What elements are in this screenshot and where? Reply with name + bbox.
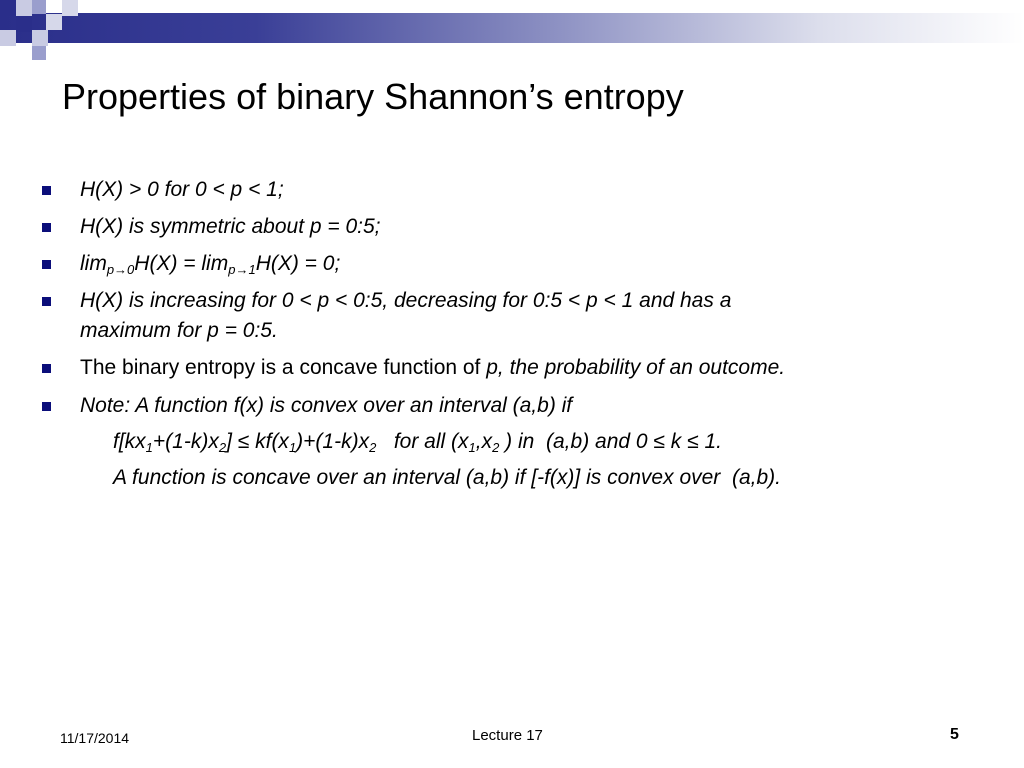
formula-part: +(1-k)x xyxy=(152,430,219,453)
convexity-formula xyxy=(113,427,722,457)
bullet-item: Note: A function f(x) is convex over an interval (a,b) if xyxy=(80,394,573,417)
formula-subscript: 1 xyxy=(468,440,476,455)
bullet-marker xyxy=(42,223,51,232)
decorative-square xyxy=(46,14,62,30)
lim-text: lim xyxy=(80,252,107,275)
bullet-marker xyxy=(42,297,51,306)
bullet-text-italic: p, the probability of an outcome. xyxy=(486,356,786,379)
decorative-square xyxy=(62,0,78,16)
formula-part: ,x xyxy=(475,430,493,453)
formula-part: )+(1-k)x xyxy=(296,430,370,453)
decorative-square xyxy=(16,16,32,32)
decorative-square xyxy=(32,30,48,46)
bullet-item xyxy=(80,249,340,279)
bullet-marker xyxy=(42,260,51,269)
slide-title: Properties of binary Shannon’s entropy xyxy=(62,76,684,117)
lim-text: H(X) = lim xyxy=(134,252,229,275)
decorative-square xyxy=(0,30,16,46)
formula-subscript: 2 xyxy=(218,440,227,455)
bullet-marker xyxy=(42,364,51,373)
bullet-item xyxy=(80,353,785,383)
decorative-square xyxy=(16,0,32,16)
formula-subscript: 2 xyxy=(492,440,500,455)
lim-subscript: p→0 xyxy=(106,262,135,277)
bullet-item-continuation: maximum for p = 0:5. xyxy=(80,319,278,342)
formula-part: f[kx xyxy=(113,430,146,453)
slide-number: 5 xyxy=(950,726,959,743)
decorative-square xyxy=(32,0,46,14)
lim-text: H(X) = 0; xyxy=(255,252,341,275)
formula-part: for all (x xyxy=(376,430,469,453)
footer-lecture: Lecture 17 xyxy=(472,727,543,744)
bullet-item: H(X) > 0 for 0 < p < 1; xyxy=(80,178,284,201)
lim-subscript: p→1 xyxy=(228,262,256,277)
bullet-item: H(X) is increasing for 0 < p < 0:5, decreasing for 0:5 < p < 1 and has a xyxy=(80,289,732,312)
footer-date: 11/17/2014 xyxy=(60,730,130,746)
formula-subscript: 1 xyxy=(288,440,297,455)
formula-part: ) in (a,b) and 0 ≤ k ≤ 1. xyxy=(499,430,722,453)
bullet-item: H(X) is symmetric about p = 0:5; xyxy=(80,215,381,238)
header-band xyxy=(0,13,1024,43)
formula-subscript: 2 xyxy=(369,440,377,455)
bullet-marker xyxy=(42,186,51,195)
bullet-text-normal: The binary entropy is a concave function of xyxy=(80,356,487,379)
decorative-square xyxy=(32,46,46,60)
formula-part: ] ≤ kf(x xyxy=(226,430,289,453)
bullet-marker xyxy=(42,402,51,411)
formula-subscript: 1 xyxy=(145,440,153,455)
decorative-square xyxy=(0,0,16,16)
concave-definition: A function is concave over an interval (a,b) if [-f(x)] is convex over (a,b). xyxy=(113,466,781,489)
